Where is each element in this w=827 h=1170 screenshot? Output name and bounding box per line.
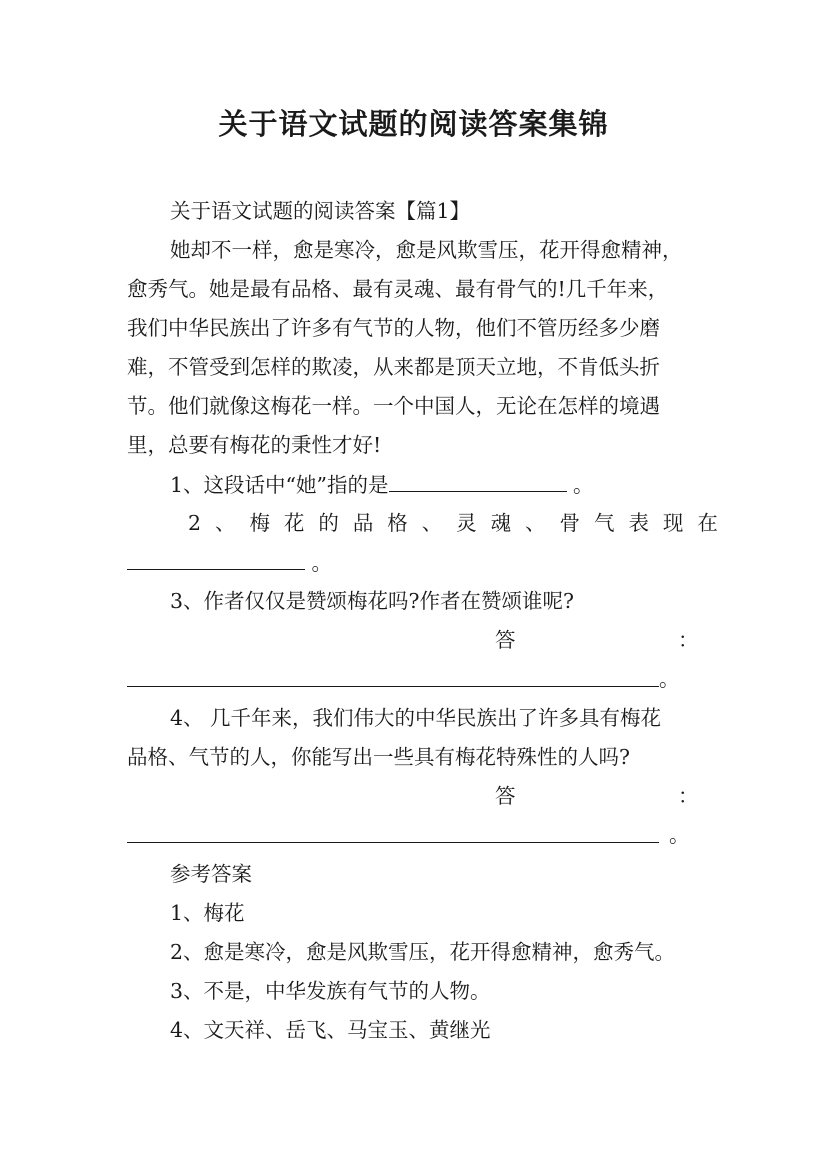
question-2-char: 格 [387,511,408,535]
answer-line-3-end: 。 [659,667,680,691]
answer-blank-3[interactable] [127,686,659,687]
passage-line: 难，不管受到怎样的欺凌，从来都是顶天立地，不肯低头折 [127,355,660,379]
reference-answer: 4、文天祥、岳飞、马宝玉、黄继光 [170,1018,491,1042]
answer-line-3 [127,664,687,694]
section-heading: 关于语文试题的阅读答案【篇1】 [170,199,471,223]
question-2-end: 。 [311,551,333,575]
question-2 [188,508,718,538]
answer-line-4 [127,820,697,850]
question-2-char: 2 [188,511,202,535]
answer-blank-2[interactable] [127,547,305,570]
question-2-char: 、 [421,511,443,535]
question-2-char: 灵 [456,511,477,535]
question-2-char: 气 [593,511,615,535]
passage-line: 我们中华民族出了许多有气节的人物，他们不管历经多少磨 [127,316,660,340]
question-2-char: 骨 [559,511,581,535]
question-3: 3、作者仅仅是赞颂梅花吗?作者在赞颂谁呢? [170,589,575,613]
question-2-char: 品 [352,511,374,535]
answer-line-4-end: 。 [669,823,690,847]
answer-blank-1[interactable] [389,469,567,492]
answer-label-3: 答 [495,628,516,652]
answer-colon-4: ： [678,784,699,808]
question-4-line-1: 4、 几千年来，我们伟大的中华民族出了许多具有梅花 [170,706,662,730]
passage-line: 她却不一样，愈是寒冷，愈是风欺雪压，花开得愈精神， [170,238,683,262]
question-2-char: 的 [318,511,339,535]
answer-blank-4[interactable] [127,842,659,843]
passage-line: 节。他们就像这梅花一样。一个中国人，无论在怎样的境遇 [127,394,660,418]
reference-answer: 2、愈是寒冷，愈是风欺雪压，花开得愈精神，愈秀气。 [170,940,676,964]
question-1-end: 。 [573,473,594,497]
question-2-char: 在 [697,511,718,535]
question-4-line-2: 品格、气节的人，你能写出一些具有梅花特殊性的人吗? [127,745,630,769]
question-2-char: 、 [215,511,236,535]
answer-colon-3: ： [678,628,699,652]
question-2-char: 花 [283,511,305,535]
reference-answer: 3、不是，中华发族有气节的人物。 [170,979,491,1003]
document-title: 关于语文试题的阅读答案集锦 [218,107,609,141]
question-2-blank-line [127,547,717,578]
question-2-char: 、 [525,511,546,535]
question-2-char: 梅 [249,511,270,535]
question-2-char: 现 [662,511,684,535]
reference-heading: 参考答案 [170,862,252,886]
passage-line: 里，总要有梅花的秉性才好! [127,433,382,457]
question-2-char: 表 [628,511,649,535]
question-1-text: 1、这段话中“她”指的是 [170,473,389,497]
question-1 [170,469,760,500]
reference-answer: 1、梅花 [170,901,245,925]
passage-line: 愈秀气。她是最有品格、最有灵魂、最有骨气的!几千年来， [127,277,669,301]
question-2-char: 魂 [490,511,512,535]
answer-label-4: 答 [495,784,516,808]
